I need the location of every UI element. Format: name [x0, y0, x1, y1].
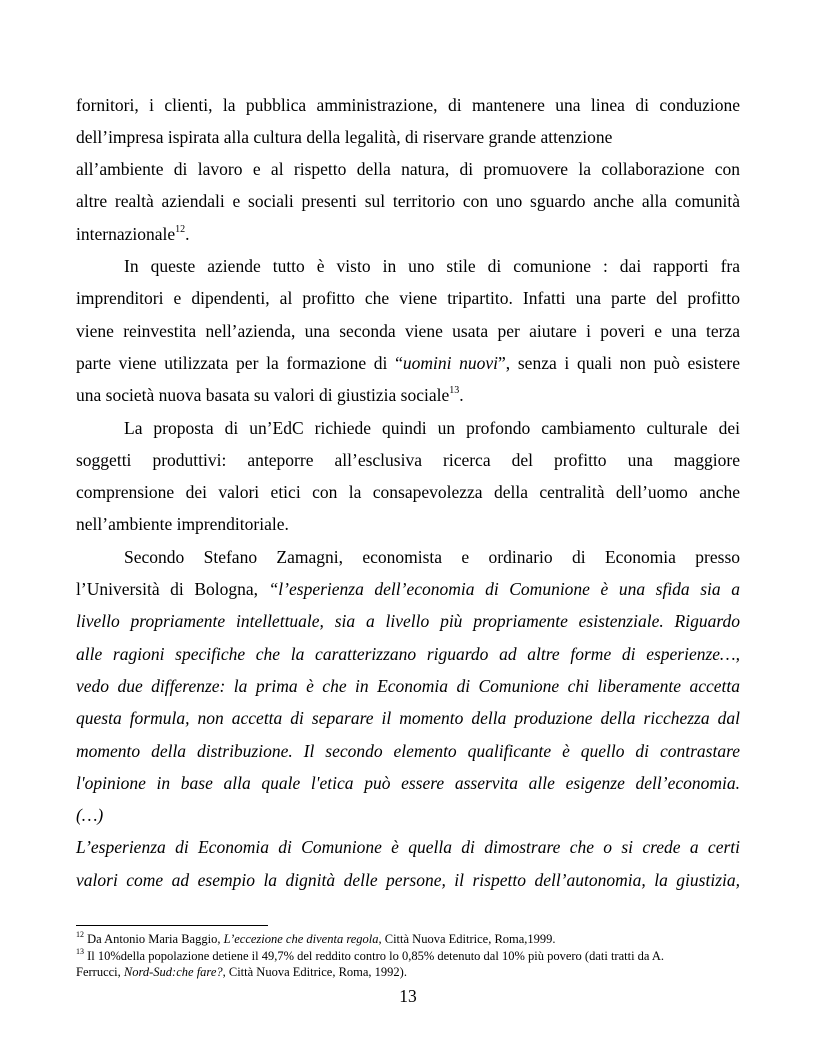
- quote-line: momento della distribuzione. Il secondo elemento qualificante è quello di contrastare: [76, 741, 740, 761]
- quote-line: valori come ad esempio la dignità delle persone, il rispetto dell’autonomia, la giustizia,: [76, 870, 740, 890]
- footnote-12: [76, 929, 740, 947]
- body-line: fornitori, i clienti, la pubblica amministrazione, di mantenere una linea di conduzione: [76, 95, 740, 115]
- body-line: [76, 385, 740, 405]
- body-text: internazionale: [76, 224, 176, 244]
- body-line: Secondo Stefano Zamagni, economista e ordinario di Economia presso: [124, 547, 740, 567]
- italic-phrase: uomini nuovi: [402, 353, 499, 373]
- footnote-ref-13: 13: [449, 385, 460, 397]
- footnote-13: [76, 946, 740, 964]
- footnote-title: L’eccezione che diventa regola: [223, 932, 379, 946]
- body-text: una società nuova basata su valori di giustizia sociale: [76, 385, 450, 405]
- body-line: imprenditori e dipendenti, al profitto che viene tripartito. Infatti una parte del profitto: [76, 288, 740, 308]
- body-text: l’Università di Bologna,: [76, 579, 269, 599]
- footnote-text: , Città Nuova Editrice, Roma,1999.: [378, 932, 556, 946]
- body-text: parte viene utilizzata per la formazione di “: [76, 353, 403, 373]
- body-text: .: [459, 385, 464, 405]
- body-line: La proposta di un’EdC richiede quindi un profondo cambiamento culturale dei: [124, 418, 740, 438]
- quote-line: questa formula, non accetta di separare il momento della produzione della ricchezza dal: [76, 708, 740, 728]
- footnote-separator: [76, 925, 268, 926]
- body-line: [76, 353, 740, 373]
- footnote-ref-12: 12: [175, 224, 186, 236]
- body-line: In queste aziende tutto è visto in uno stile di comunione : dai rapporti fra: [124, 256, 740, 276]
- quote-line: livello propriamente intellettuale, sia a livello più propriamente esistenziale. Riguardo: [76, 611, 740, 631]
- body-line: soggetti produttivi: anteporre all’esclusiva ricerca del profitto una maggiore: [76, 450, 740, 470]
- footnote-text: , Città Nuova Editrice, Roma, 1992).: [222, 965, 407, 979]
- body-line: all’ambiente di lavoro e al rispetto della natura, di promuovere la collaborazione con: [76, 159, 740, 179]
- footnote-title: Nord-Sud:che fare?: [123, 965, 223, 979]
- quote-line: alle ragioni specifiche che la caratterizzano riguardo ad altre forme di esperienze…,: [76, 644, 740, 664]
- quote-line: L’esperienza di Economia di Comunione è quella di dimostrare che o si crede a certi: [76, 837, 740, 857]
- quote-line: vedo due differenze: la prima è che in Economia di Comunione chi liberamente accetta: [76, 676, 740, 696]
- body-line: [76, 579, 740, 599]
- footnote-13-line2: [76, 965, 740, 980]
- quote-text: “l’esperienza dell’economia di Comunione è una sfida sia a: [268, 579, 740, 599]
- footnote-text: Il 10%della popolazione detiene il 49,7% del reddito contro lo 0,85% detenuto dal 10% più povero (dati tratti da A.: [84, 949, 665, 963]
- footnote-number: 13: [76, 946, 84, 956]
- footnote-number: 12: [76, 929, 84, 939]
- body-line: comprensione dei valori etici con la consapevolezza della centralità dell’uomo anche: [76, 482, 740, 502]
- body-text: .: [185, 224, 190, 244]
- body-line: viene reinvestita nell’azienda, una seconda viene usata per aiutare i poveri e una terza: [76, 321, 740, 341]
- quote-line: l'opinione in base alla quale l'etica può essere asservita alle esigenze dell’economia.: [76, 773, 740, 793]
- body-line: [76, 224, 740, 244]
- quote-line: (…): [76, 805, 104, 825]
- body-text: ”, senza i quali non può esistere: [498, 353, 740, 373]
- body-line: altre realtà aziendali e sociali presenti sul territorio con uno sguardo anche alla comunità: [76, 191, 740, 211]
- body-line: nell’ambiente imprenditoriale.: [76, 514, 289, 534]
- footnote-text: Da Antonio Maria Baggio,: [84, 932, 224, 946]
- page-number: 13: [399, 986, 417, 1006]
- body-line: dell’impresa ispirata alla cultura della legalità, di riservare grande attenzione: [76, 127, 613, 147]
- footnote-text: Ferrucci,: [76, 965, 124, 979]
